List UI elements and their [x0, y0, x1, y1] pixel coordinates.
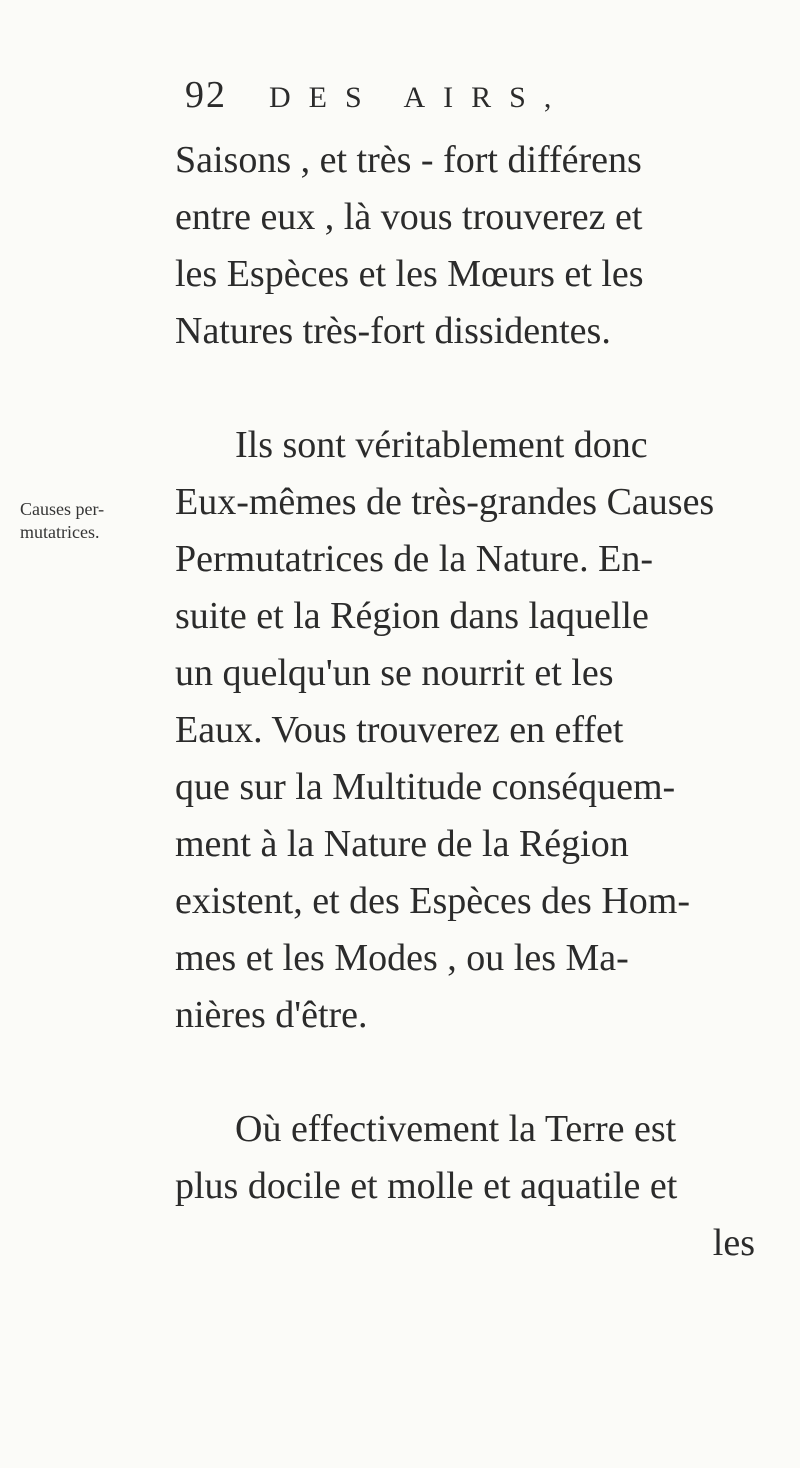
catchword: les — [712, 1222, 755, 1264]
body-text — [175, 132, 795, 1272]
margin-note — [20, 498, 170, 544]
paragraph-2 — [175, 417, 795, 1044]
text-line: Natures très-fort dissidentes. — [175, 310, 611, 352]
text-line: existent, et des Espèces des Hom- — [175, 880, 690, 922]
page-number: 92 — [185, 74, 227, 116]
text-line: les Espèces et les Mœurs et les — [175, 253, 644, 295]
paragraph-gap — [175, 1044, 795, 1101]
text-line: entre eux , là vous trouverez et — [175, 196, 643, 238]
text-line: ment à la Nature de la Région — [175, 823, 629, 865]
paragraph-3 — [175, 1101, 795, 1272]
text-line: un quelqu'un se nourrit et les — [175, 652, 614, 694]
text-line: nières d'être. — [175, 994, 368, 1036]
text-line: suite et la Région dans laquelle — [175, 595, 649, 637]
text-line: Où effectivement la Terre est — [235, 1108, 677, 1150]
running-head — [185, 70, 569, 117]
paragraph-1 — [175, 132, 795, 360]
text-line: Ils sont véritablement donc — [235, 424, 648, 466]
text-line: plus docile et molle et aquatile et — [175, 1165, 678, 1207]
text-line: Eaux. Vous trouverez en effet — [175, 709, 624, 751]
text-line: que sur la Multitude conséquem- — [175, 766, 676, 808]
margin-note-line: mutatrices. — [20, 522, 100, 542]
text-line: Permutatrices de la Nature. En- — [175, 538, 653, 580]
text-line: mes et les Modes , ou les Ma- — [175, 937, 629, 979]
text-line: Eux-mêmes de très-grandes Causes — [175, 481, 715, 523]
text-line: Saisons , et très - fort différens — [175, 139, 642, 181]
margin-note-line: Causes per- — [20, 499, 105, 519]
paragraph-gap — [175, 360, 795, 417]
running-title: DES AIRS, — [269, 81, 570, 114]
